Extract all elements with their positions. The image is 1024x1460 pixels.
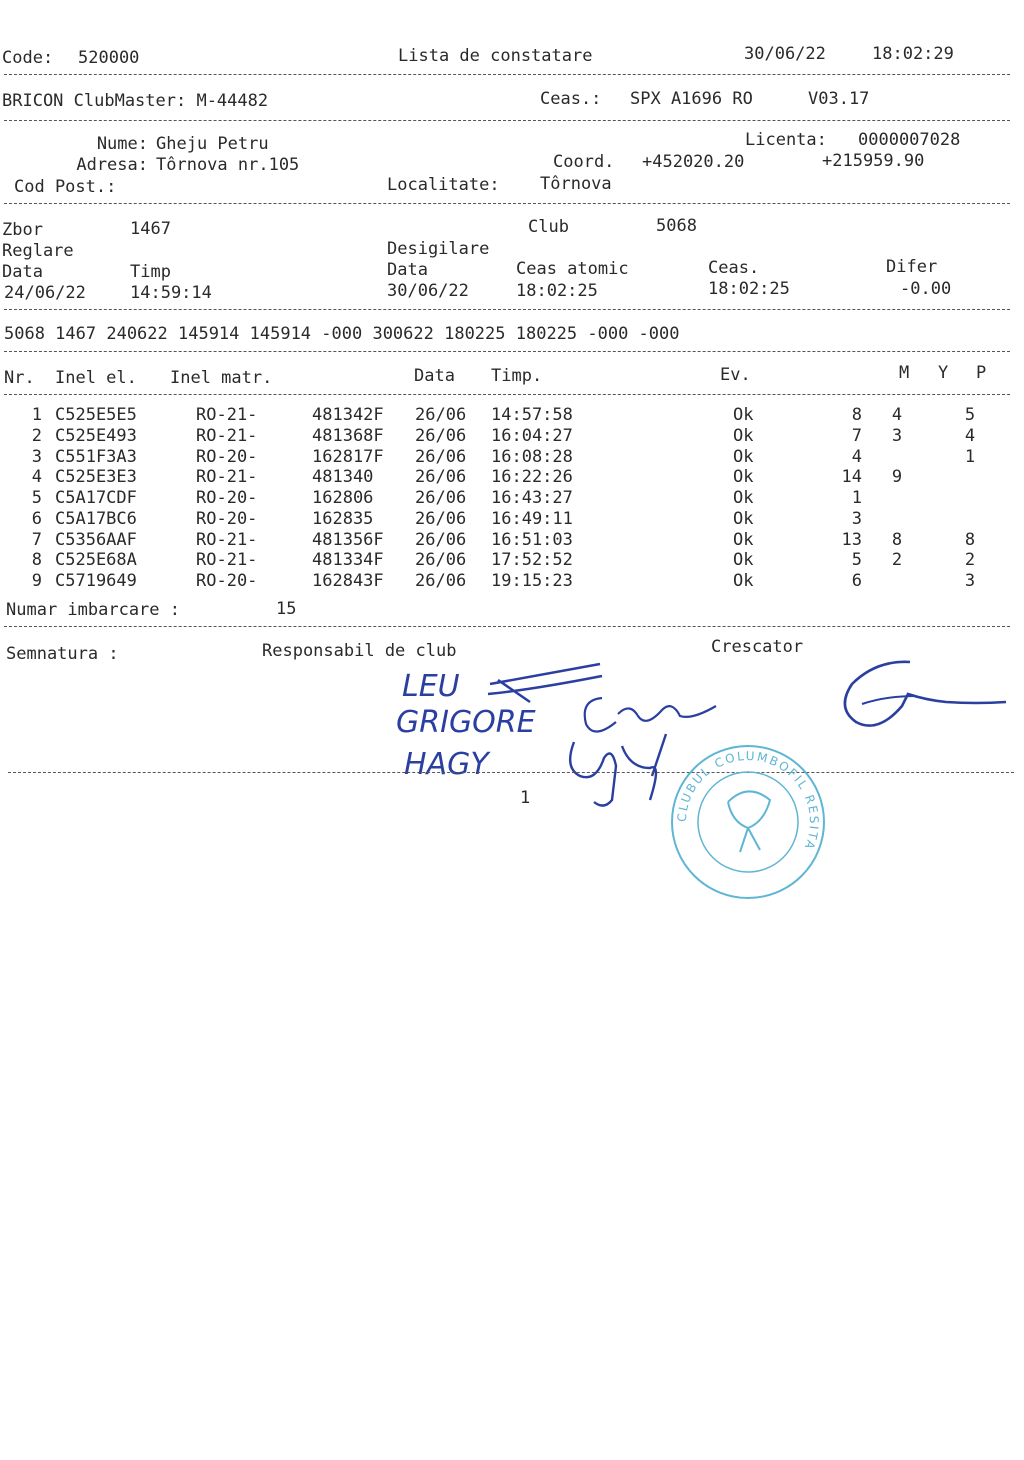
flight-code-line: 5068 1467 240622 145914 145914 -000 300622 180225 180225 -000 -000 (4, 324, 680, 344)
zbor-value: 1467 (130, 219, 171, 239)
reglare-time: 14:59:14 (130, 283, 212, 303)
cell-data: 26/06 (415, 550, 467, 571)
cell-prefix: RO-20- (196, 488, 258, 508)
divider (4, 203, 1010, 204)
club-label: Club (528, 217, 569, 237)
cell-matr: 481356F (312, 529, 384, 550)
cell-y: 8 (891, 529, 903, 550)
print-time: 18:02:29 (872, 44, 954, 64)
reglare-data-label: Data (2, 262, 43, 282)
cell-y: 3 (891, 425, 903, 446)
col-y: Y (938, 363, 949, 383)
cell-timp: 16:08:28 (491, 446, 573, 467)
col-nr: Nr. (4, 368, 35, 388)
coord-lat: +452020.20 (642, 152, 745, 172)
cell-data: 26/06 (415, 529, 467, 550)
cell-nr: 7 (31, 529, 42, 550)
cell-el: C551F3A3 (55, 446, 137, 467)
cell-timp: 16:22:26 (491, 467, 573, 488)
cell-nr: 4 (31, 467, 42, 488)
cell-prefix: RO-20- (196, 508, 258, 529)
ceas-label: Ceas. (708, 258, 760, 278)
col-data: Data (414, 366, 455, 386)
cell-p: 8 (964, 529, 976, 550)
cell-el: C525E493 (55, 425, 137, 446)
col-p: P (976, 363, 987, 383)
col-timp: Timp. (491, 366, 543, 386)
cell-el: C5719649 (55, 571, 137, 591)
cell-nr: 3 (31, 446, 42, 467)
name-label: Nume: (96, 134, 148, 154)
col-ev: Ev. (720, 365, 751, 385)
cell-nr: 1 (31, 405, 42, 425)
address-label: Adresa: (76, 155, 148, 175)
cell-data: 26/06 (415, 425, 467, 446)
svg-text:CLUBUL COLUMBOFIL RESITA (675, 749, 821, 853)
cell-ev: Ok (733, 425, 754, 446)
cell-ev: Ok (733, 550, 754, 571)
signature-label: Semnatura : (6, 644, 119, 664)
desigilare-clock: 18:02:25 (708, 279, 790, 299)
signature-line-2: GRIGORE (396, 705, 536, 740)
cell-data: 26/06 (415, 467, 467, 488)
cell-timp: 16:51:03 (491, 529, 573, 550)
cell-nr: 8 (31, 550, 42, 571)
owner-address: Tôrnova nr.105 (156, 155, 300, 175)
ceas-atomic-label: Ceas atomic (516, 259, 629, 279)
cell-data: 26/06 (415, 571, 467, 591)
coord-lon: +215959.90 (822, 151, 925, 171)
cell-nr: 2 (31, 425, 42, 446)
desigilare-data-label: Data (387, 260, 428, 280)
cell-ev: Ok (733, 508, 754, 529)
cell-y: 9 (891, 467, 903, 488)
cell-matr: 162835 (312, 508, 374, 529)
cell-timp: 17:52:52 (491, 550, 573, 571)
cell-m: 6 (851, 571, 862, 591)
cell-matr: 481334F (312, 550, 384, 571)
desigilare-date: 30/06/22 (387, 281, 469, 301)
cell-m: 5 (851, 550, 862, 571)
embark-label: Numar imbarcare : (6, 600, 180, 620)
breeder-label: Crescator (711, 637, 804, 657)
divider (4, 394, 1010, 395)
print-date: 30/06/22 (744, 44, 826, 64)
cell-nr: 5 (31, 488, 42, 508)
cell-prefix: RO-21- (196, 550, 258, 571)
code-label: Code: (2, 48, 54, 68)
cell-prefix: RO-21- (196, 467, 258, 488)
cell-el: C5A17BC6 (55, 508, 137, 529)
locality-label: Localitate: (387, 175, 500, 195)
cell-nr: 6 (31, 508, 42, 529)
cell-prefix: RO-20- (196, 571, 258, 591)
cell-data: 26/06 (415, 488, 467, 508)
difer-label: Difer (886, 257, 938, 277)
divider (4, 120, 1010, 121)
divider (8, 772, 1014, 773)
col-inel-matr: Inel matr. (170, 368, 273, 388)
cell-data: 26/06 (415, 405, 467, 425)
club-value: 5068 (656, 216, 697, 236)
reglare-label: Reglare (2, 241, 74, 261)
owner-name: Gheju Petru (156, 134, 269, 154)
cell-timp: 16:04:27 (491, 425, 573, 446)
cell-p: 2 (964, 550, 976, 571)
cell-el: C525E5E5 (55, 405, 137, 425)
club-responsible-label: Responsabil de club (262, 641, 457, 661)
cell-prefix: RO-20- (196, 446, 258, 467)
clock-label: Ceas.: (540, 89, 602, 109)
cell-m: 7 (851, 425, 862, 446)
cell-matr: 481340 (312, 467, 374, 488)
cell-matr: 481342F (312, 405, 384, 425)
cell-timp: 19:15:23 (491, 571, 573, 591)
cell-m: 8 (851, 405, 862, 425)
difer-value: -0.00 (900, 279, 952, 299)
clock-value: SPX A1696 RO (630, 89, 753, 109)
cell-ev: Ok (733, 571, 754, 591)
cell-m: 1 (851, 488, 862, 508)
cell-prefix: RO-21- (196, 425, 258, 446)
desigilare-atomic: 18:02:25 (516, 281, 598, 301)
divider (4, 351, 1010, 352)
cell-p: 4 (964, 425, 976, 446)
signature-line-1: LEU (402, 669, 460, 704)
document-title: Lista de constatare (398, 46, 593, 66)
license-label: Licenta: (745, 130, 827, 150)
cell-p: 5 (964, 405, 976, 425)
reglare-timp-label: Timp (130, 262, 171, 282)
cell-ev: Ok (733, 488, 754, 508)
cell-el: C5A17CDF (55, 488, 137, 508)
cell-y: 2 (891, 550, 903, 571)
reglare-date: 24/06/22 (4, 283, 86, 303)
col-inel-el: Inel el. (55, 368, 137, 388)
cell-el: C525E68A (55, 550, 137, 571)
embark-value: 15 (276, 599, 297, 619)
cell-p: 1 (964, 446, 976, 467)
breeder-signature (836, 656, 1016, 736)
cell-ev: Ok (733, 446, 754, 467)
divider (4, 626, 1010, 627)
cell-y: 4 (891, 405, 903, 425)
postal-label: Cod Post.: (14, 177, 117, 197)
cell-ev: Ok (733, 405, 754, 425)
cell-el: C5356AAF (55, 529, 137, 550)
license-value: 0000007028 (858, 130, 961, 150)
cell-data: 26/06 (415, 446, 467, 467)
code-value: 520000 (78, 48, 140, 68)
cell-matr: 162806 (312, 488, 374, 508)
cell-matr: 481368F (312, 425, 384, 446)
desigilare-label: Desigilare (387, 239, 490, 259)
coord-label: Coord. (553, 152, 615, 172)
system-name: BRICON ClubMaster: M-44482 (2, 91, 269, 111)
locality-value: Tôrnova (540, 174, 612, 194)
firmware-version: V03.17 (808, 89, 870, 109)
page-number: 1 (520, 788, 531, 808)
cell-m: 3 (851, 508, 862, 529)
cell-el: C525E3E3 (55, 467, 137, 488)
cell-p: 3 (964, 571, 976, 591)
cell-timp: 16:49:11 (491, 508, 573, 529)
cell-m: 4 (851, 446, 862, 467)
cell-prefix: RO-21- (196, 405, 258, 425)
divider (4, 309, 1010, 310)
cell-nr: 9 (31, 571, 42, 591)
cell-timp: 14:57:58 (491, 405, 573, 425)
cell-ev: Ok (733, 467, 754, 488)
club-stamp (668, 742, 828, 902)
cell-m: 13 (841, 529, 862, 550)
signature-line-3: HAGY (404, 747, 489, 782)
divider (4, 74, 1010, 75)
cell-data: 26/06 (415, 508, 467, 529)
cell-matr: 162843F (312, 571, 384, 591)
col-m: M (899, 363, 910, 383)
zbor-label: Zbor (2, 220, 43, 240)
cell-ev: Ok (733, 529, 754, 550)
stamp-text: CLUBUL COLUMBOFIL RESITA (674, 748, 822, 853)
cell-matr: 162817F (312, 446, 384, 467)
cell-timp: 16:43:27 (491, 488, 573, 508)
cell-m: 14 (841, 467, 862, 488)
cell-prefix: RO-21- (196, 529, 258, 550)
